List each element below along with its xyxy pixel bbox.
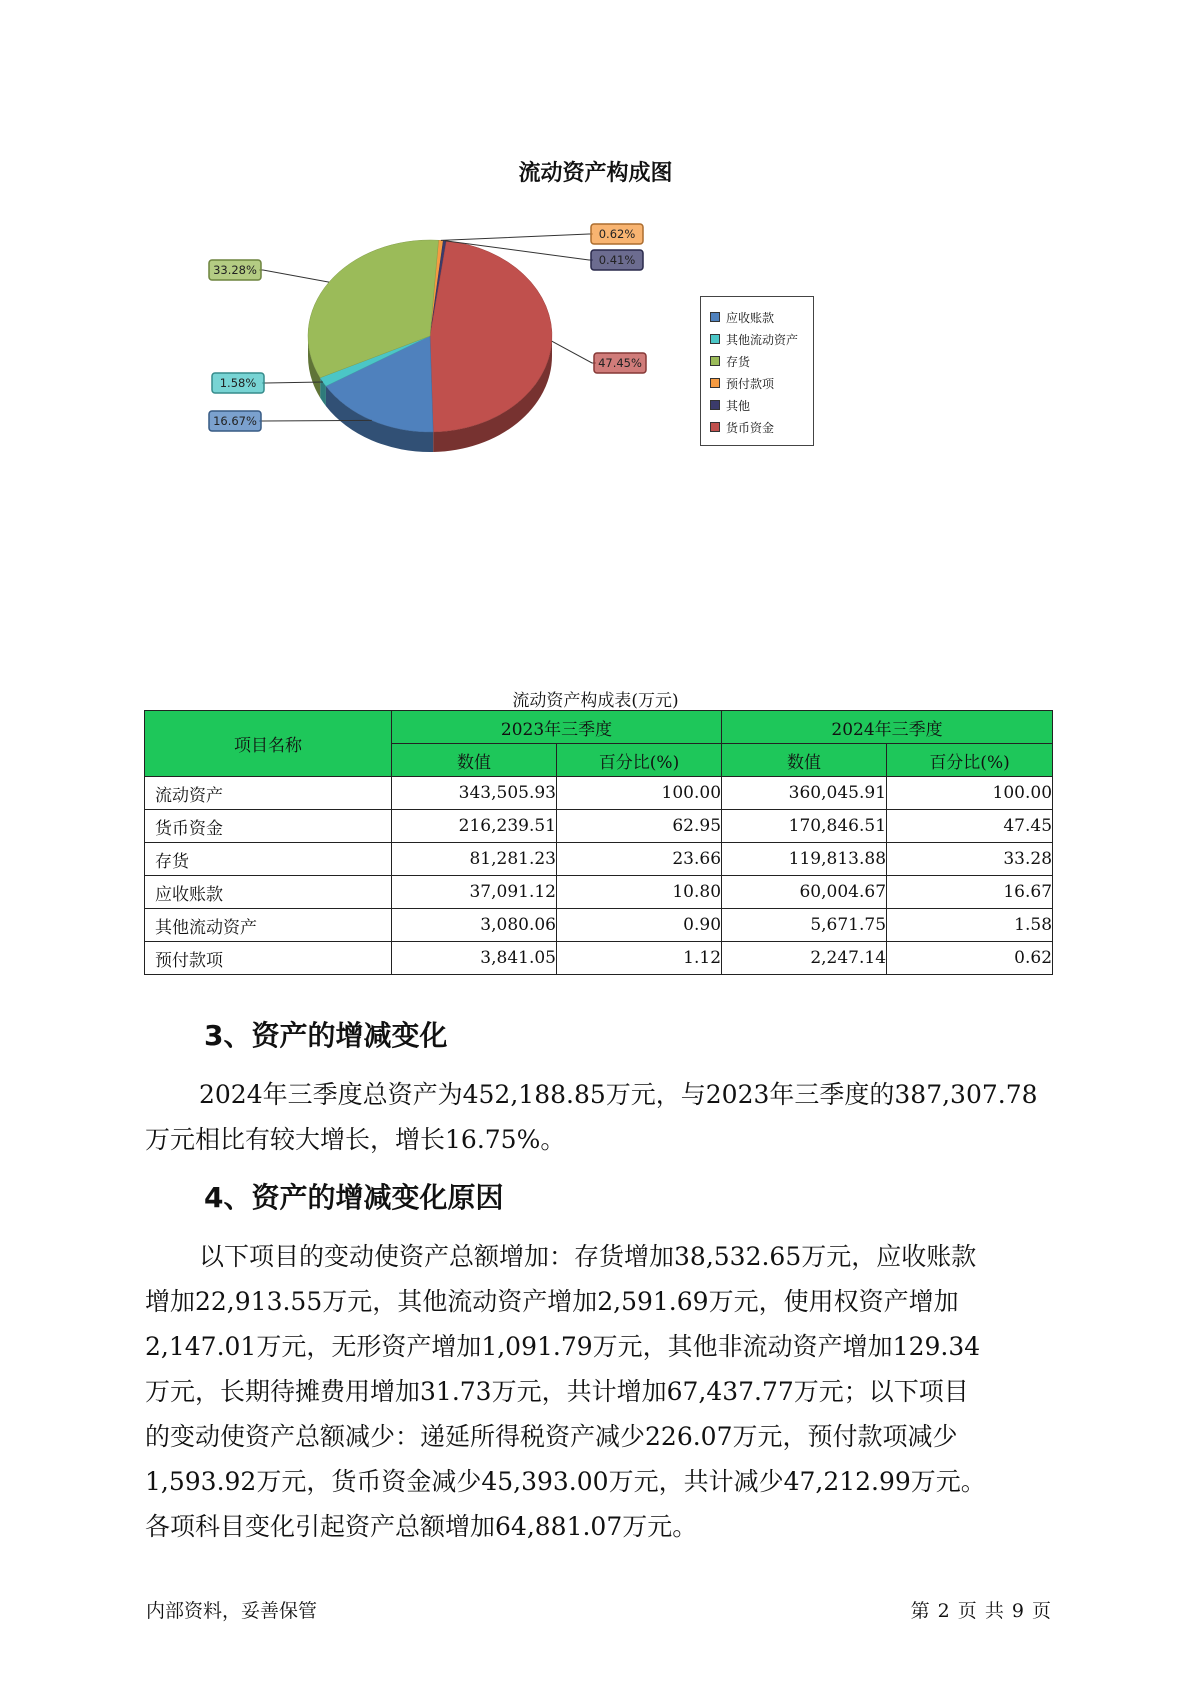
pie-data-label: 1.58% xyxy=(219,376,257,390)
table-row xyxy=(145,810,1053,843)
row-value-2024: 2,247.14 xyxy=(722,942,887,975)
pie-leader-line xyxy=(441,234,593,240)
row-percent-2023: 1.12 xyxy=(557,942,722,975)
table-row xyxy=(145,843,1053,876)
row-value-2024: 5,671.75 xyxy=(722,909,887,942)
row-percent-2024: 1.58 xyxy=(887,909,1053,942)
table-row xyxy=(145,909,1053,942)
row-value-2023: 81,281.23 xyxy=(392,843,557,876)
row-percent-2024: 0.62 xyxy=(887,942,1053,975)
legend-item xyxy=(710,306,813,328)
legend-label: 货币资金 xyxy=(726,420,775,435)
row-name: 应收账款 xyxy=(145,876,392,909)
row-value-2023: 37,091.12 xyxy=(392,876,557,909)
paragraph-line: 2024年三季度总资产为452,188.85万元，与2023年三季度的387,307.78 xyxy=(199,1080,1038,1109)
chart-title: 流动资产构成图 xyxy=(518,161,673,186)
legend-label: 存货 xyxy=(726,354,751,369)
pie-data-label: 47.45% xyxy=(598,356,642,370)
paragraph-line: 1,593.92万元，货币资金减少45,393.00万元，共计减少47,212.99万元。 xyxy=(145,1467,986,1496)
paragraph-line: 万元，长期待摊费用增加31.73万元，共计增加67,437.77万元；以下项目 xyxy=(145,1377,969,1406)
row-value-2024: 60,004.67 xyxy=(722,876,887,909)
section-4-paragraph xyxy=(145,1234,1075,1549)
row-percent-2024: 16.67 xyxy=(887,876,1053,909)
paragraph-line: 各项科目变化引起资产总额增加64,881.07万元。 xyxy=(145,1512,698,1541)
pie-data-label: 33.28% xyxy=(213,263,257,277)
legend-swatch xyxy=(710,334,720,344)
legend-swatch xyxy=(710,422,720,432)
row-name: 货币资金 xyxy=(145,810,392,843)
row-percent-2023: 0.90 xyxy=(557,909,722,942)
legend-swatch xyxy=(710,356,720,366)
header-percent-2023: 百分比(%) xyxy=(557,744,722,777)
table-row xyxy=(145,942,1053,975)
header-period-2024: 2024年三季度 xyxy=(722,711,1053,744)
legend-swatch xyxy=(710,312,720,322)
legend-item xyxy=(710,372,813,394)
pie-data-label: 0.41% xyxy=(598,253,636,267)
footer-page-number: 第 2 页 共 9 页 xyxy=(910,1600,1051,1622)
row-percent-2024: 100.00 xyxy=(887,777,1053,810)
row-value-2023: 216,239.51 xyxy=(392,810,557,843)
header-value-2024: 数值 xyxy=(722,744,887,777)
row-percent-2023: 10.80 xyxy=(557,876,722,909)
paragraph-line: 2,147.01万元，无形资产增加1,091.79万元，其他非流动资产增加129.34 xyxy=(145,1332,981,1361)
table-caption: 流动资产构成表(万元) xyxy=(512,691,679,711)
legend-item xyxy=(710,328,813,350)
pie-leader-line xyxy=(552,341,596,363)
header-period-2023: 2023年三季度 xyxy=(392,711,722,744)
section-4-heading: 4、资产的增减变化原因 xyxy=(204,1181,504,1214)
row-name: 流动资产 xyxy=(145,777,392,810)
row-value-2023: 3,080.06 xyxy=(392,909,557,942)
paragraph-line: 以下项目的变动使资产总额增加：存货增加38,532.65万元，应收账款 xyxy=(199,1242,977,1271)
legend-label: 其他 xyxy=(726,398,751,413)
row-value-2024: 170,846.51 xyxy=(722,810,887,843)
pie-data-label: 16.67% xyxy=(213,414,257,428)
row-value-2023: 3,841.05 xyxy=(392,942,557,975)
pie-chart xyxy=(0,0,1191,560)
row-name: 预付款项 xyxy=(145,942,392,975)
section-3-paragraph xyxy=(145,1072,1075,1162)
pie-leader-line xyxy=(259,420,372,421)
chart-legend xyxy=(700,296,814,446)
row-value-2024: 119,813.88 xyxy=(722,843,887,876)
row-value-2024: 360,045.91 xyxy=(722,777,887,810)
section-3-heading: 3、资产的增减变化 xyxy=(204,1019,448,1052)
row-name: 存货 xyxy=(145,843,392,876)
footer-left: 内部资料，妥善保管 xyxy=(146,1600,318,1622)
header-percent-2024: 百分比(%) xyxy=(887,744,1053,777)
header-value-2023: 数值 xyxy=(392,744,557,777)
table-row xyxy=(145,876,1053,909)
legend-swatch xyxy=(710,400,720,410)
table-row xyxy=(145,777,1053,810)
row-value-2023: 343,505.93 xyxy=(392,777,557,810)
legend-swatch xyxy=(710,378,720,388)
legend-item xyxy=(710,350,813,372)
row-percent-2023: 62.95 xyxy=(557,810,722,843)
legend-label: 其他流动资产 xyxy=(726,332,799,347)
legend-item xyxy=(710,416,813,438)
paragraph-line: 万元相比有较大增长，增长16.75%。 xyxy=(145,1125,566,1154)
legend-label: 应收账款 xyxy=(726,310,775,325)
row-name: 其他流动资产 xyxy=(145,909,392,942)
row-percent-2024: 33.28 xyxy=(887,843,1053,876)
header-item-name: 项目名称 xyxy=(145,711,392,777)
pie-data-label: 0.62% xyxy=(598,227,636,241)
row-percent-2023: 100.00 xyxy=(557,777,722,810)
paragraph-line: 的变动使资产总额减少：递延所得税资产减少226.07万元，预付款项减少 xyxy=(145,1422,958,1451)
legend-item xyxy=(710,394,813,416)
row-percent-2024: 47.45 xyxy=(887,810,1053,843)
row-percent-2023: 23.66 xyxy=(557,843,722,876)
legend-label: 预付款项 xyxy=(726,376,775,391)
pie-slices xyxy=(308,240,552,432)
pie-leader-line xyxy=(259,270,329,282)
current-assets-table xyxy=(144,710,1053,975)
paragraph-line: 增加22,913.55万元，其他流动资产增加2,591.69万元，使用权资产增加 xyxy=(145,1287,959,1316)
